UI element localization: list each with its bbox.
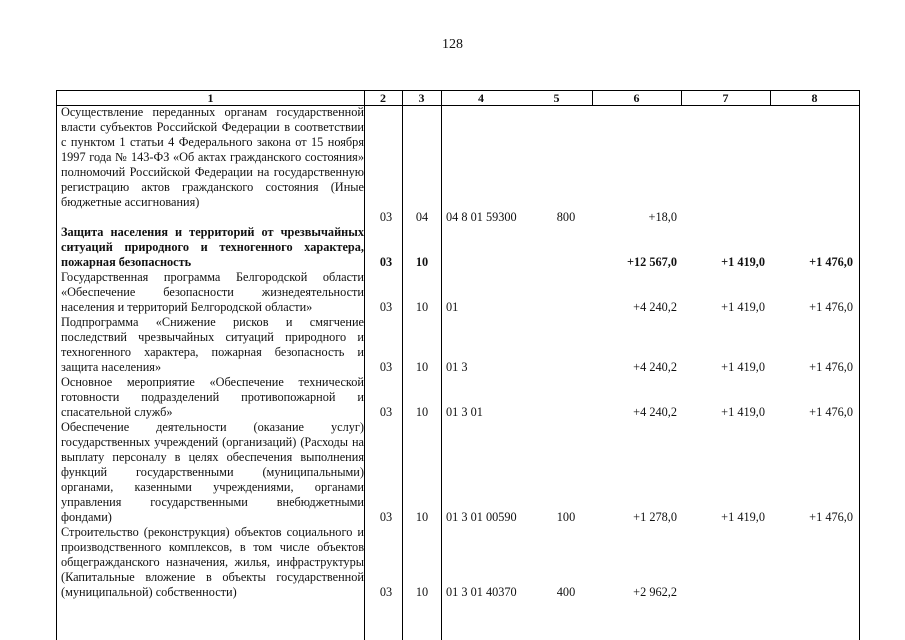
table-row	[57, 315, 859, 375]
section-code: 03	[379, 210, 393, 224]
row-description: Обеспечение деятельности (оказание услуг) государственных учреждений (организаций) (Расходы на выплату персоналу в целях обеспечения выполнения функций государственными (муниципальными) органами, казенными учреждениями, органами управления государственными внебюджетными фондами)	[61, 420, 364, 524]
row-description: Защита населения и территорий от чрезвычайных ситуаций природного и техногенного характера, пожарная безопасность	[61, 225, 364, 269]
amount-col6: +2 962,2	[633, 585, 677, 599]
amount-col7: +1 419,0	[721, 510, 765, 524]
table-row	[57, 105, 859, 225]
amount-col7: +1 419,0	[721, 255, 765, 269]
expense-type-code: 400	[556, 585, 576, 599]
expense-type-code	[542, 360, 590, 375]
subsection-code: 10	[415, 585, 429, 599]
expense-type-code	[542, 300, 590, 315]
amount-col7	[683, 585, 765, 600]
table-row	[57, 225, 859, 270]
target-article-code: 01 3 01 40370	[446, 585, 517, 599]
amount-col7: +1 419,0	[721, 300, 765, 314]
amount-col8: +1 476,0	[809, 405, 853, 419]
row-description: Основное мероприятие «Обеспечение технической готовности подразделений противопожарной и спасательной служб»	[61, 375, 364, 419]
page-number: 128	[442, 37, 463, 52]
section-code: 03	[379, 405, 393, 419]
column-header-4: 4	[478, 91, 484, 105]
section-code: 03	[379, 360, 393, 374]
expense-type-code	[542, 255, 590, 270]
row-description: Подпрограмма «Снижение рисков и смягчение последствий чрезвычайных ситуаций природного и техногенного характера, пожарная безопасность и защита населения»	[61, 315, 364, 374]
column-header-7: 7	[722, 91, 729, 105]
amount-col8	[771, 210, 853, 225]
amount-col8: +1 476,0	[809, 510, 853, 524]
section-code: 03	[379, 585, 393, 599]
table-row	[57, 525, 859, 600]
subsection-code: 10	[415, 360, 429, 374]
expense-type-code: 100	[556, 510, 576, 524]
amount-col8: +1 476,0	[809, 255, 853, 269]
amount-col7: +1 419,0	[721, 405, 765, 419]
subsection-code: 10	[415, 300, 429, 314]
subsection-code: 10	[415, 255, 429, 269]
column-header-3: 3	[418, 91, 425, 105]
amount-col8	[771, 585, 853, 600]
amount-col6: +1 278,0	[633, 510, 677, 524]
expense-type-code	[542, 405, 590, 420]
target-article-code: 04 8 01 59300	[446, 210, 517, 224]
amount-col7	[683, 210, 765, 225]
amount-col8: +1 476,0	[809, 360, 853, 374]
target-article-code	[446, 255, 542, 270]
amount-col7: +1 419,0	[721, 360, 765, 374]
expense-type-code: 800	[556, 210, 576, 224]
table-header	[57, 90, 859, 106]
subsection-code: 10	[415, 405, 429, 419]
amount-col6: +18,0	[648, 210, 677, 224]
amount-col6: +4 240,2	[633, 360, 677, 374]
table-row	[57, 420, 859, 525]
subsection-code: 04	[415, 210, 429, 224]
column-header-6: 6	[633, 91, 640, 105]
target-article-code: 01	[446, 300, 459, 314]
row-description: Государственная программа Белгородской области «Обеспечение безопасности жизнедеятельности населения и территорий Белгородской области»	[61, 270, 364, 314]
target-article-code: 01 3 01 00590	[446, 510, 517, 524]
section-code: 03	[379, 255, 393, 269]
table-row	[57, 270, 859, 315]
row-description: Строительство (реконструкция) объектов социального и производственного комплексов, в том числе объектов общегражданского назначения, жилья, инфраструктуры (Капитальные вложение в объекты государственной (муниципальной) собственности)	[61, 525, 364, 599]
subsection-code: 10	[415, 510, 429, 524]
section-code: 03	[379, 300, 393, 314]
amount-col6: +4 240,2	[633, 300, 677, 314]
row-description: Осуществление переданных органам государственной власти субъектов Российской Федерации в соответствии с пунктом 1 статьи 4 Федерального закона от 15 ноября 1997 года № 143-ФЗ «Об актах гражданского состояния» полномочий Российской Федерации на государственную регистрацию актов гражданского состояния (Иные бюджетные ассигнования)	[61, 105, 364, 209]
column-header-8: 8	[811, 91, 818, 105]
target-article-code: 01 3 01	[446, 405, 483, 419]
amount-col8: +1 476,0	[809, 300, 853, 314]
section-code: 03	[379, 510, 393, 524]
table-row	[57, 375, 859, 420]
column-header-5: 5	[553, 91, 560, 105]
column-header-2: 2	[380, 91, 386, 105]
column-header-1: 1	[207, 91, 214, 105]
amount-col6: +4 240,2	[633, 405, 677, 419]
amount-col6: +12 567,0	[626, 255, 677, 269]
target-article-code: 01 3	[446, 360, 468, 374]
budget-table	[56, 90, 860, 640]
